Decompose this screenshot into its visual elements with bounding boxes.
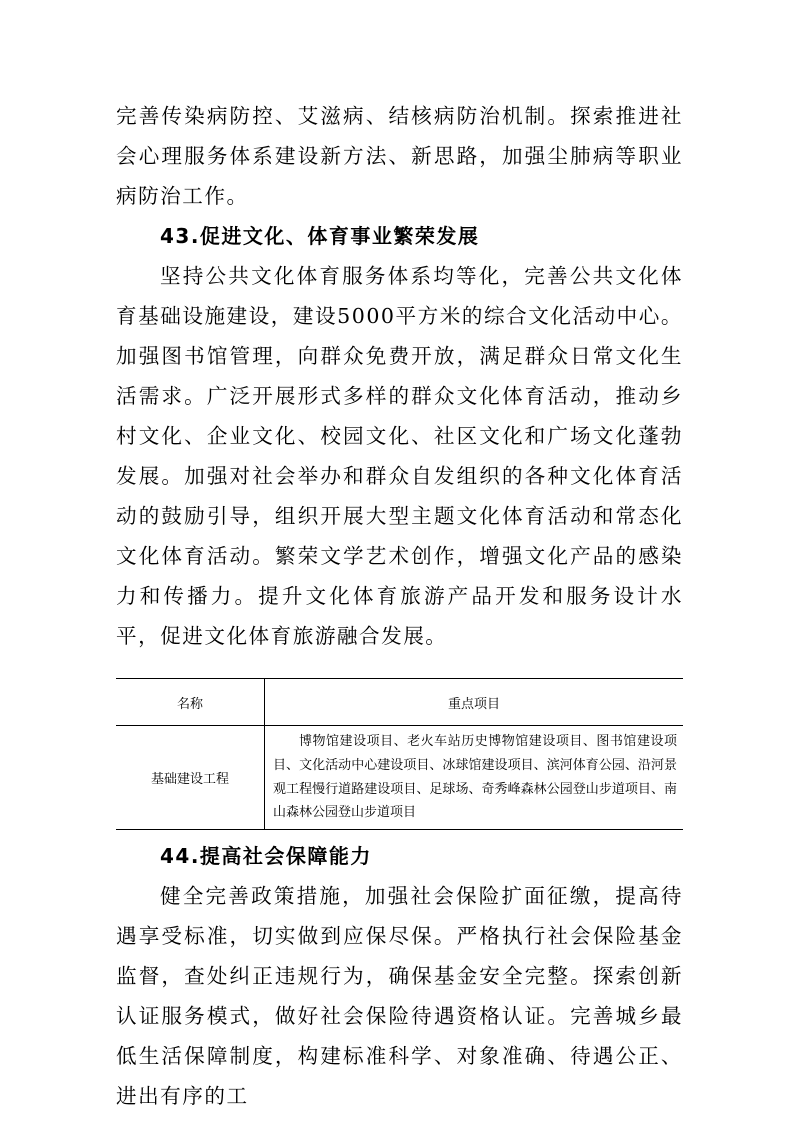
document-page	[116, 96, 683, 1116]
section-44-paragraph: 健全完善政策措施，加强社会保险扩面征缴，提高待遇享受标准，切实做到应保尽保。严格执行社会保险基金监督，查处纠正违规行为，确保基金安全完整。探索创新认证服务模式，做好社会保险待遇资格认证。完善城乡最低生活保障制度，构建标准科学、对象准确、待遇公正、进出有序的工	[116, 884, 683, 1109]
table-header-row	[116, 679, 683, 726]
key-projects-table	[116, 678, 683, 830]
section-43-paragraph: 坚持公共文化体育服务体系均等化，完善公共文化体育基础设施建设，建设5000平方米的综合文化活动中心。加强图书馆管理，向群众免费开放，满足群众日常文化生活需求。广泛开展形式多样的群众文化体育活动，推动乡村文化、企业文化、校园文化、社区文化和广场文化蓬勃发展。加强对社会举办和群众自发组织的各种文化体育活动的鼓励引导，组织开展大型主题文化体育活动和常态化文化体育活动。繁荣文学艺术创作，增强文化产品的感染力和传播力。提升文化体育旅游产品开发和服务设计水平，促进文化体育旅游融合发展。	[116, 264, 683, 648]
section-44-heading: 44.提高社会保障能力	[160, 844, 372, 869]
section-43-heading: 43.促进文化、体育事业繁荣发展	[160, 224, 480, 248]
table-cell-projects: 博物馆建设项目、老火车站历史博物馆建设项目、图书馆建设项目、文化活动中心建设项目、冰球馆建设项目、滨河体育公园、沿河景观工程慢行道路建设项目、足球场、奇秀峰森林公园登山步道项目、南山森林公园登山步道项目	[265, 726, 684, 830]
table-header-projects: 重点项目	[265, 679, 684, 726]
table-row	[116, 726, 683, 830]
table-cell-name: 基础建设工程	[116, 726, 265, 830]
intro-paragraph: 完善传染病防控、艾滋病、结核病防治机制。探索推进社会心理服务体系建设新方法、新思路，加强尘肺病等职业病防治工作。	[116, 104, 683, 208]
table-header-name: 名称	[116, 679, 265, 726]
